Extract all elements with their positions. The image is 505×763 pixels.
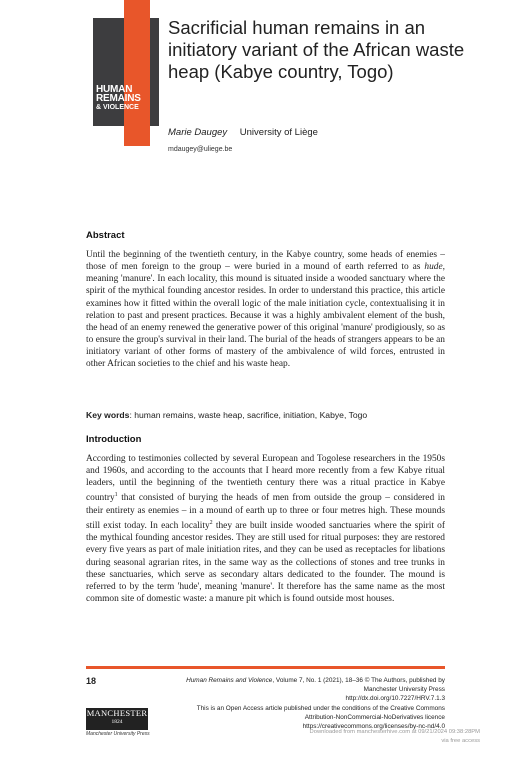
publisher-logo-line-1: MANCHESTER: [86, 708, 148, 718]
logo-line-2: REMAINS: [96, 93, 141, 104]
citation-publisher: Manchester University Press: [363, 686, 445, 694]
logo-line-1: HUMAN: [96, 84, 133, 95]
author-line: [168, 127, 318, 138]
abstract-heading: Abstract: [86, 230, 125, 241]
footer-rule: [86, 666, 445, 669]
keywords-text: : human remains, waste heap, sacrifice, initiation, Kabye, Togo: [129, 410, 368, 420]
license-text: This is an Open Access article published under the conditions of the Creative Commons: [196, 704, 445, 712]
publisher-logo: [86, 708, 148, 730]
abstract-part-2: , meaning 'manure'. In each locality, this mound is situated inside a wooded sanctuary where the spirit of the mythical founding ancestor resides. In order to understand this practice, this article examines how it fitted within the overall logic of the male initiation cycle, contextualising it in relation to past and present practices. Because it was a highly ambivalent element of the bush, the head of an enemy renewed the generative power of this original 'manure' prodigiously, so as to ensure the group's survival in their land. The burial of the heads of strangers appears to be an initiatory variant of other forms of mastery of the ambivalence of wild forces, entrusted in other African societies to the chief and his waste heap.: [86, 262, 445, 370]
author-affiliation: University of Liège: [239, 127, 318, 138]
citation-volume: , Volume 7, No. 1 (2021), 18–36 © The Authors, published by: [272, 677, 445, 684]
journal-logo: [96, 85, 160, 112]
license-name: Attribution-NonCommercial-NoDerivatives licence: [304, 713, 445, 721]
abstract-part-1: Until the beginning of the twentieth century, in the Kabye country, some heads of enemies – those of men foreign to the group – were buried in a mound of earth referred to as: [86, 250, 445, 273]
footnote-ref-1[interactable]: 1: [114, 492, 118, 499]
introduction-heading: Introduction: [86, 434, 142, 445]
license-link[interactable]: https://creativecommons.org/licenses/by-nc-nd/4.0: [302, 723, 445, 731]
journal-logo-stripe: [124, 0, 150, 146]
citation-block: [150, 676, 445, 731]
intro-part-3: they are built inside wooded sanctuaries where the spirit of the mythical founding ancestor resides. They are still used for ritual purposes: they are restored every five years as part of male initiation rites, and they can be used as receptacles for libations during seasonal agrarian rites, in the same way as the collections of stones and tree trunks in these sanctuaries, which serve as secondary altars dedicated to the founder. The mound is referred to by the term 'hude', meaning 'manure'. It therefore has the same name as the most common site of domestic waste: a manure pit which is found outside most houses.: [86, 521, 445, 604]
article-title: Sacrificial human remains in an initiatory variant of the African waste heap (Kabye country, Togo): [168, 17, 465, 82]
abstract-italic-term: hude: [424, 262, 443, 273]
keywords-label: Key words: [86, 410, 130, 420]
page-number: 18: [86, 676, 97, 686]
footnote-ref-2[interactable]: 2: [209, 519, 213, 526]
abstract-text: [86, 249, 445, 371]
author-name: Marie Daugey: [168, 127, 228, 138]
logo-line-3: & VIOLENCE: [96, 104, 139, 111]
intro-part-1: According to testimonies collected by several European and Togolese researchers in the 1950s and 1960s, and according to the accounts that I heard more recently from a few Kabye ritual leaders, until the beginning of the twentieth century there was a ritual practice in Kabye country: [86, 454, 445, 504]
download-line-1: Downloaded from manchesterhive.com at 09/21/2024 09:38:28PM: [309, 729, 480, 735]
download-watermark: [280, 728, 480, 746]
doi-link[interactable]: http://dx.doi.org/10.7227/HRV.7.1.3: [345, 695, 445, 703]
introduction-text: [86, 453, 445, 605]
publisher-name: Manchester University Press: [86, 731, 150, 737]
download-line-2: via free access: [441, 738, 480, 744]
author-email[interactable]: mdaugey@uliege.be: [168, 146, 233, 153]
publisher-logo-line-2: 1824: [111, 719, 123, 725]
journal-title: Human Remains and Violence: [186, 677, 273, 684]
keywords: [86, 410, 446, 420]
intro-part-2: that consisted of burying the heads of men from outside the group – considered in their entirety as enemies – in a mound of earth up to three or four metres high. These mounds still exist today. In each locality: [86, 493, 445, 532]
citation-line-1: [150, 676, 445, 685]
